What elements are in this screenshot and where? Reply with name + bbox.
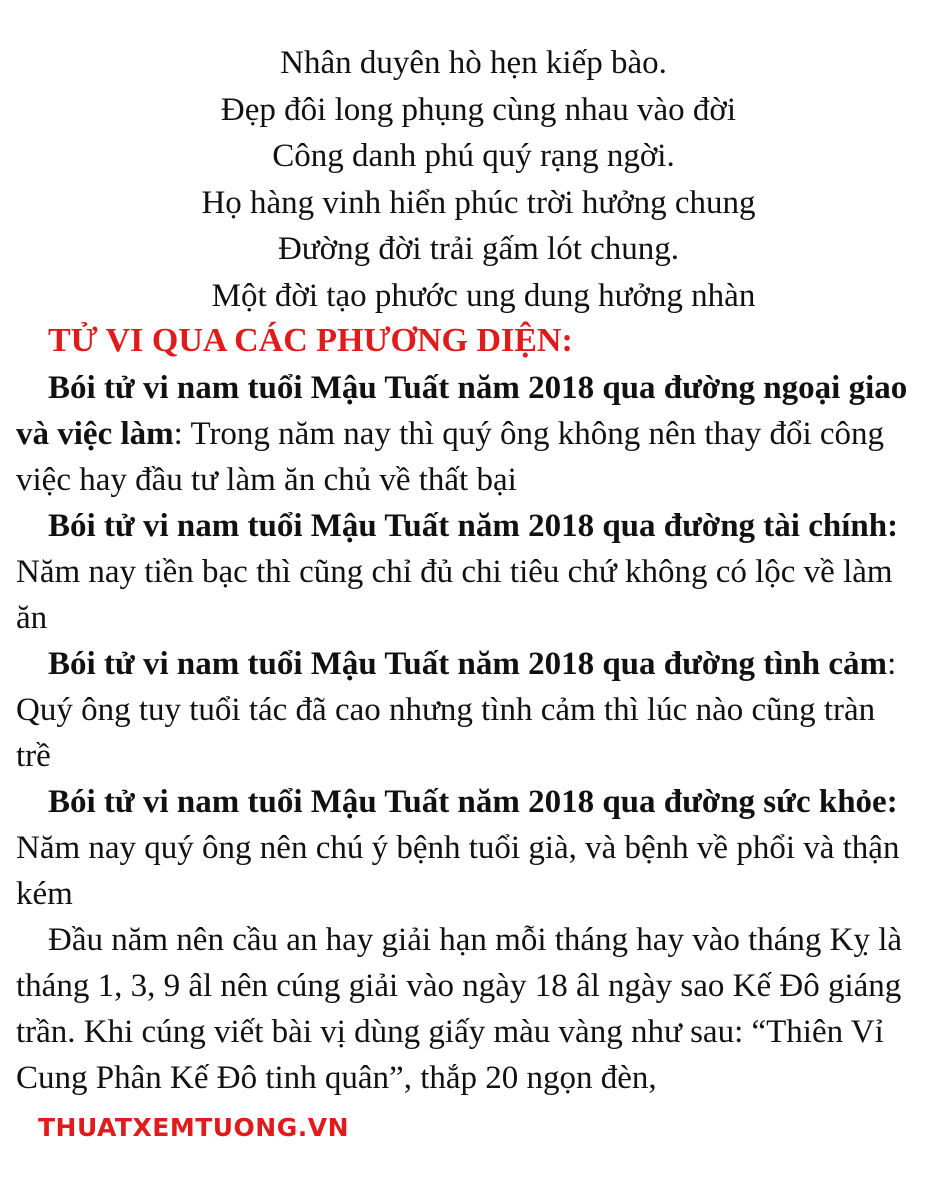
paragraph-heading: Bói tử vi nam tuổi Mậu Tuất năm 2018 qua đường tài chính:	[48, 508, 899, 544]
paragraph-heading: Bói tử vi nam tuổi Mậu Tuất năm 2018 qua đường sức khỏe:	[48, 784, 898, 820]
paragraph-work	[16, 365, 911, 503]
poem-line: Một đời tạo phước ung dung hưởng nhàn	[211, 277, 756, 314]
paragraph-text: Năm nay tiền bạc thì cũng chỉ đủ chi tiêu chứ không có lộc về làm ăn	[16, 554, 893, 636]
section-title: TỬ VI QUA CÁC PHƯƠNG DIỆN:	[48, 322, 573, 359]
poem-line: Công danh phú quý rạng ngời.	[272, 138, 675, 174]
paragraph-ritual	[16, 917, 911, 1101]
site-watermark: THUATXEMTUONG.VN	[38, 1113, 350, 1142]
paragraph-heading: Bói tử vi nam tuổi Mậu Tuất năm 2018 qua đường ngoại giao và việc làm	[16, 370, 908, 452]
paragraph-text: : Trong năm nay thì quý ông không nên thay đổi công việc hay đầu tư làm ăn chủ về thất bại	[16, 416, 885, 498]
poem-block	[0, 40, 927, 319]
paragraph-love	[16, 641, 911, 779]
poem-line: Họ hàng vinh hiển phúc trời hưởng chung	[201, 184, 756, 221]
poem-line: Nhân duyên hò hẹn kiếp bào.	[280, 45, 667, 81]
paragraph-text: Đầu năm nên cầu an hay giải hạn mỗi tháng hay vào tháng Kỵ là tháng 1, 3, 9 âl nên cúng giải vào ngày 18 âl ngày sao Kế Đô giáng trần. Khi cúng viết bài vị dùng giấy màu vàng như sau: “Thiên Vỉ Cung Phân Kế Đô tinh quân”, thắp 20 ngọn đèn,	[16, 922, 903, 1096]
paragraph-finance	[16, 503, 911, 641]
poem-line: Đường đời trải gấm lót chung.	[277, 231, 680, 267]
poem-line: Đẹp đôi long phụng cùng nhau vào đời	[220, 91, 737, 128]
paragraph-health	[16, 779, 911, 917]
paragraph-heading: Bói tử vi nam tuổi Mậu Tuất năm 2018 qua đường tình cảm	[48, 646, 888, 682]
article-body	[16, 365, 911, 1101]
paragraph-text: Năm nay quý ông nên chú ý bệnh tuổi già, và bệnh về phổi và thận kém	[16, 830, 900, 912]
paragraph-text: : Quý ông tuy tuổi tác đã cao nhưng tình cảm thì lúc nào cũng tràn trề	[16, 646, 897, 774]
